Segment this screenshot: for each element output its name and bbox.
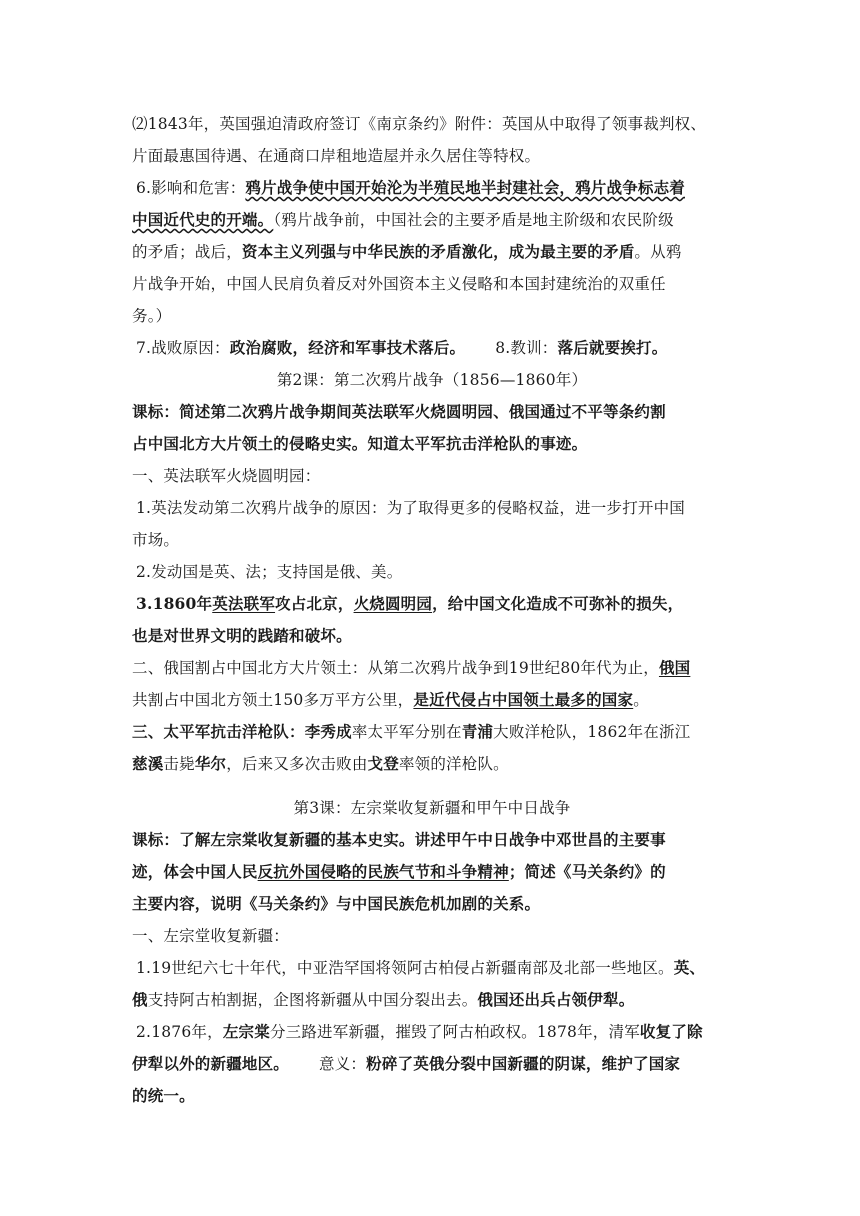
- paragraph-line: [132, 1016, 732, 1048]
- defeat-line: [132, 332, 732, 364]
- key-text: 粉碎了英俄分裂中国新疆的阴谋，维护了国家: [366, 1054, 681, 1073]
- key-text: 攻占北京，: [275, 594, 354, 613]
- key-text: 3.1860年: [136, 594, 213, 613]
- text: ，后来又多次击败由: [226, 755, 368, 773]
- paragraph-line: [132, 652, 732, 684]
- text: 率太平军分别在: [351, 723, 462, 741]
- section-heading: 一、英法联军火烧圆明园：: [132, 467, 321, 485]
- standard-text: ；简述《马关条约》的: [508, 862, 666, 881]
- paragraph-line: 2.发动国是英、法；支持国是俄、美。: [136, 563, 403, 581]
- paragraph-line: [132, 684, 732, 716]
- defeat-text: 政治腐败，经济和军事技术落后。: [229, 338, 466, 357]
- paragraph-line: 市场。: [132, 531, 180, 549]
- key-text: 的统一。: [132, 1086, 195, 1105]
- paragraph-line: [132, 620, 732, 652]
- impact-line-5: [132, 300, 732, 332]
- text: 支持阿古柏割据，企图将新疆从中国分裂出去。: [147, 991, 478, 1009]
- paragraph-line: [132, 140, 732, 172]
- standard-text: 课标：了解左宗棠收复新疆的基本史实。讲述甲午中日战争中邓世昌的主要事: [132, 830, 666, 849]
- text: 的矛盾；战后，: [132, 243, 242, 261]
- key-text: 青浦: [461, 722, 494, 741]
- lesson2-title: 第2课：第二次鸦片战争（1856—1860年）: [276, 371, 588, 389]
- standard-text: 课标：简述第二次鸦片战争期间英法联军火烧圆明园、俄国通过不平等条约割: [132, 402, 666, 421]
- standard-text: 反抗外国侵略的民族气节和斗争精神: [257, 862, 509, 881]
- text: 片面最惠国待遇、在通商口岸租地造屋并永久居住等特权。: [132, 147, 541, 165]
- text: 1.19世纪六七十年代，中亚浩罕国将领阿古柏侵占新疆南部及北部一些地区。: [136, 959, 674, 977]
- standard-text: 迹，体会中国人民: [132, 862, 258, 881]
- lesson3-standard-3: [132, 888, 732, 920]
- key-text: 三、太平军抗击洋枪队：: [132, 722, 305, 741]
- lesson3-title: 第3课：左宗棠收复新疆和甲午中日战争: [293, 799, 571, 817]
- lesson3-standard-2: [132, 856, 732, 888]
- key-text: ，给中国文化造成不可弥补的损失，: [432, 594, 684, 613]
- impact-key-text: 鸦片战争使中国开始沦为半殖民地半封建社会，鸦片战争标志着: [245, 178, 685, 197]
- key-text: 左宗棠: [222, 1022, 270, 1041]
- paragraph-line: [132, 1080, 732, 1112]
- text: 分三路进军新疆，摧毁了阿古柏政权。1878年，清军: [269, 1023, 640, 1041]
- key-text: 李秀成: [304, 722, 352, 741]
- paragraph-line: [132, 748, 732, 780]
- impact-line-1: [132, 172, 732, 204]
- key-text: 华尔: [194, 754, 227, 773]
- key-text: 俄国还出兵占领伊犁。: [477, 990, 635, 1009]
- standard-text: 占中国北方大片领土的侵略史实。知道太平军抗击洋枪队的事迹。: [132, 434, 588, 453]
- lesson-label: 8.教训：: [495, 339, 558, 357]
- lesson3-standard-1: [132, 824, 732, 856]
- text: 2.1876年，: [136, 1023, 223, 1041]
- paragraph-line: [132, 984, 732, 1016]
- text: 大败洋枪队，1862年在浙江: [493, 723, 691, 741]
- impact-line-3: [132, 236, 732, 268]
- impact-label: 6.影响和危害：: [136, 179, 246, 197]
- text: 务。）: [132, 307, 172, 325]
- text: （鸦片战争前，中国社会的主要矛盾是地主阶级和农民阶级: [273, 211, 674, 229]
- impact-line-2: [132, 204, 732, 236]
- text: 率领的洋枪队。: [398, 755, 509, 773]
- key-text: 也是对世界文明的践踏和破坏。: [132, 626, 352, 645]
- paragraph-line: 1.英法发动第二次鸦片战争的原因：为了取得更多的侵略权益，进一步打开中国: [136, 499, 685, 517]
- key-text: 英、: [673, 958, 706, 977]
- key-text: 戈登: [367, 754, 399, 773]
- impact-line-4: [132, 268, 732, 300]
- text: ⑵1843年，英国强迫清政府签订《南京条约》附件：英国从中取得了领事裁判权、: [132, 115, 707, 133]
- document-page: [132, 108, 732, 1112]
- key-text: 英法联军: [212, 594, 276, 613]
- key-text: 是近代侵占中国领土最多的国家: [413, 690, 634, 709]
- key-text: 火烧圆明园: [353, 594, 433, 613]
- key-text: 俄: [132, 990, 148, 1009]
- key-text: 收复了除: [639, 1022, 703, 1041]
- key-text: 俄国: [658, 658, 691, 677]
- lesson2-standard-2: [132, 428, 732, 460]
- text: 片战争开始，中国人民肩负着反对外国资本主义侵略和本国封建统治的双重任: [132, 275, 666, 293]
- defeat-label: 7.战败原因：: [136, 339, 230, 357]
- lesson-text: 落后就要挨打。: [557, 338, 668, 357]
- text: 。从鸦: [634, 243, 682, 261]
- standard-text: 主要内容，说明《马关条约》与中国民族危机加剧的关系。: [132, 894, 541, 913]
- impact-key-text: 中国近代史的开端。: [132, 210, 274, 229]
- key-text: 慈溪: [132, 754, 164, 773]
- paragraph-line: [132, 716, 732, 748]
- key-text: 资本主义列强与中华民族的矛盾激化，成为最主要的矛盾: [241, 242, 635, 261]
- text: 。: [633, 691, 649, 709]
- key-text: 伊犁以外的新疆地区。: [132, 1054, 290, 1073]
- paragraph-line: [132, 952, 732, 984]
- paragraph-line: [132, 108, 732, 140]
- text: 击毙: [163, 755, 195, 773]
- lesson2-standard-1: [132, 396, 732, 428]
- text: 共割占中国北方领土150多万平方公里，: [132, 691, 414, 709]
- paragraph-line: [132, 588, 732, 620]
- text: 二、俄国割占中国北方大片领土：从第二次鸦片战争到19世纪80年代为止，: [132, 659, 659, 677]
- text: 意义：: [319, 1055, 367, 1073]
- section-heading: 一、左宗堂收复新疆：: [132, 927, 290, 945]
- paragraph-line: [132, 1048, 732, 1080]
